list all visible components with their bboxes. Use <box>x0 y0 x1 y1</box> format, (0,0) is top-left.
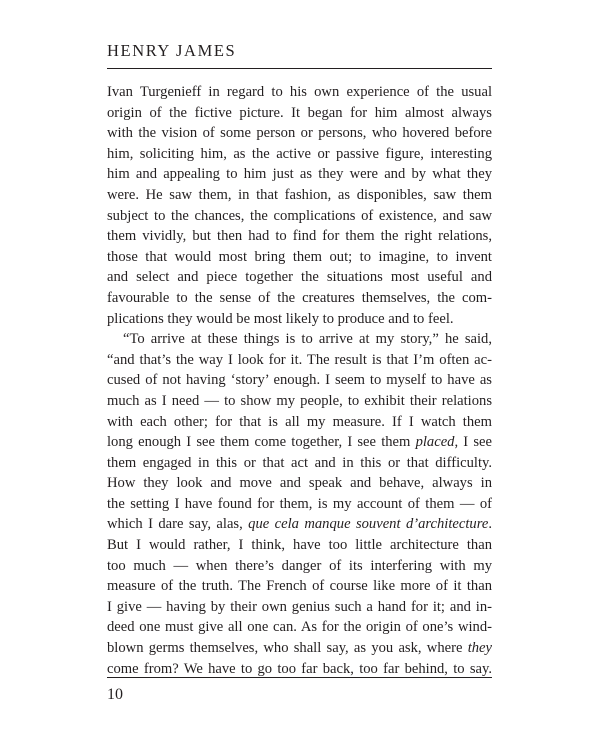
text-line <box>107 123 492 144</box>
text-segment: were. He saw them, in that fashion, as disponibles, saw them <box>107 186 492 203</box>
text-line <box>107 617 492 638</box>
text-line <box>107 247 492 268</box>
text-line <box>107 329 492 350</box>
text-line <box>107 309 492 330</box>
text-segment: which I dare say, alas, <box>107 516 249 533</box>
text-segment: “To arrive at these things is to arrive at my story,” he said, <box>123 331 492 348</box>
text-line <box>107 597 492 618</box>
text-segment: those that would most bring them out; to imagine, to invent <box>107 248 492 265</box>
text-segment: with the vision of some person or persons, who hovered before <box>107 125 492 142</box>
text-line <box>107 370 492 391</box>
text-line <box>107 494 492 515</box>
text-segment: too much — when there’s danger of its interfering with my <box>107 557 492 574</box>
text-segment: I give — having by their own genius such a hand for it; and in- <box>107 598 492 615</box>
text-line <box>107 391 492 412</box>
text-line <box>107 576 492 597</box>
text-segment: . <box>488 516 492 533</box>
italic-phrase: placed <box>415 434 455 451</box>
text-line <box>107 473 492 494</box>
text-line <box>107 432 492 453</box>
page-number: 10 <box>107 686 123 703</box>
italic-phrase: they <box>467 640 492 657</box>
text-line <box>107 103 492 124</box>
text-segment: How they look and move and speak and behave, always in <box>107 475 492 492</box>
text-segment: subject to the chances, the complications of existence, and saw <box>107 207 492 224</box>
header-rule <box>107 68 492 69</box>
text-segment: the setting I have found for them, is my account of them — of <box>107 495 492 512</box>
text-segment: with each other; for that is all my measure. If I watch them <box>107 413 492 430</box>
text-segment: But I would rather, I think, have too little architecture than <box>107 537 492 554</box>
text-segment: origin of the fictive picture. It began for him almost always <box>107 104 492 121</box>
text-segment: cused of not having ‘story’ enough. I seem to myself to have as <box>107 372 492 389</box>
text-line <box>107 82 492 103</box>
text-line <box>107 535 492 556</box>
text-segment: much as I need — to show my people, to exhibit their relations <box>107 392 492 409</box>
body-text <box>107 82 492 679</box>
text-line <box>107 412 492 433</box>
text-segment: come from? We have to go too far back, too far behind, to say. <box>107 660 492 677</box>
text-line <box>107 638 492 659</box>
text-line <box>107 226 492 247</box>
text-segment: Ivan Turgenieff in regard to his own experience of the usual <box>107 84 492 100</box>
text-line <box>107 164 492 185</box>
running-head: HENRY JAMES <box>107 41 237 60</box>
text-segment: favourable to the sense of the creatures themselves, the com- <box>107 289 492 306</box>
text-segment: him and appealing to him just as they were and by what they <box>107 166 492 183</box>
text-segment: blown germs themselves, who shall say, as you ask, where <box>107 640 468 657</box>
italic-phrase: que cela manque souvent d’architecture <box>248 516 489 533</box>
text-line <box>107 185 492 206</box>
text-segment: him, soliciting him, as the active or passive figure, interesting <box>107 145 492 162</box>
text-segment: long enough I see them come together, I see them <box>107 434 416 451</box>
text-line <box>107 288 492 309</box>
text-line <box>107 144 492 165</box>
text-segment: them engaged in this or that act and in this or that difficulty. <box>107 454 492 471</box>
text-segment: “and that’s the way I look for it. The result is that I’m often ac- <box>107 351 492 368</box>
text-segment: them vividly, but then had to find for them the right relations, <box>107 228 492 245</box>
text-line <box>107 514 492 535</box>
footer-rule <box>107 677 492 678</box>
text-segment: measure of the truth. The French of course like more of it than <box>107 578 492 595</box>
text-segment: and select and piece together the situations most useful and <box>107 269 492 286</box>
text-line <box>107 453 492 474</box>
text-line <box>107 267 492 288</box>
text-line <box>107 556 492 577</box>
text-segment: plications they would be most likely to produce and to feel. <box>107 310 454 327</box>
text-line <box>107 350 492 371</box>
text-segment: , I see <box>454 434 492 451</box>
text-line <box>107 206 492 227</box>
text-segment: deed one must give all one can. As for the origin of one’s wind- <box>107 619 492 636</box>
